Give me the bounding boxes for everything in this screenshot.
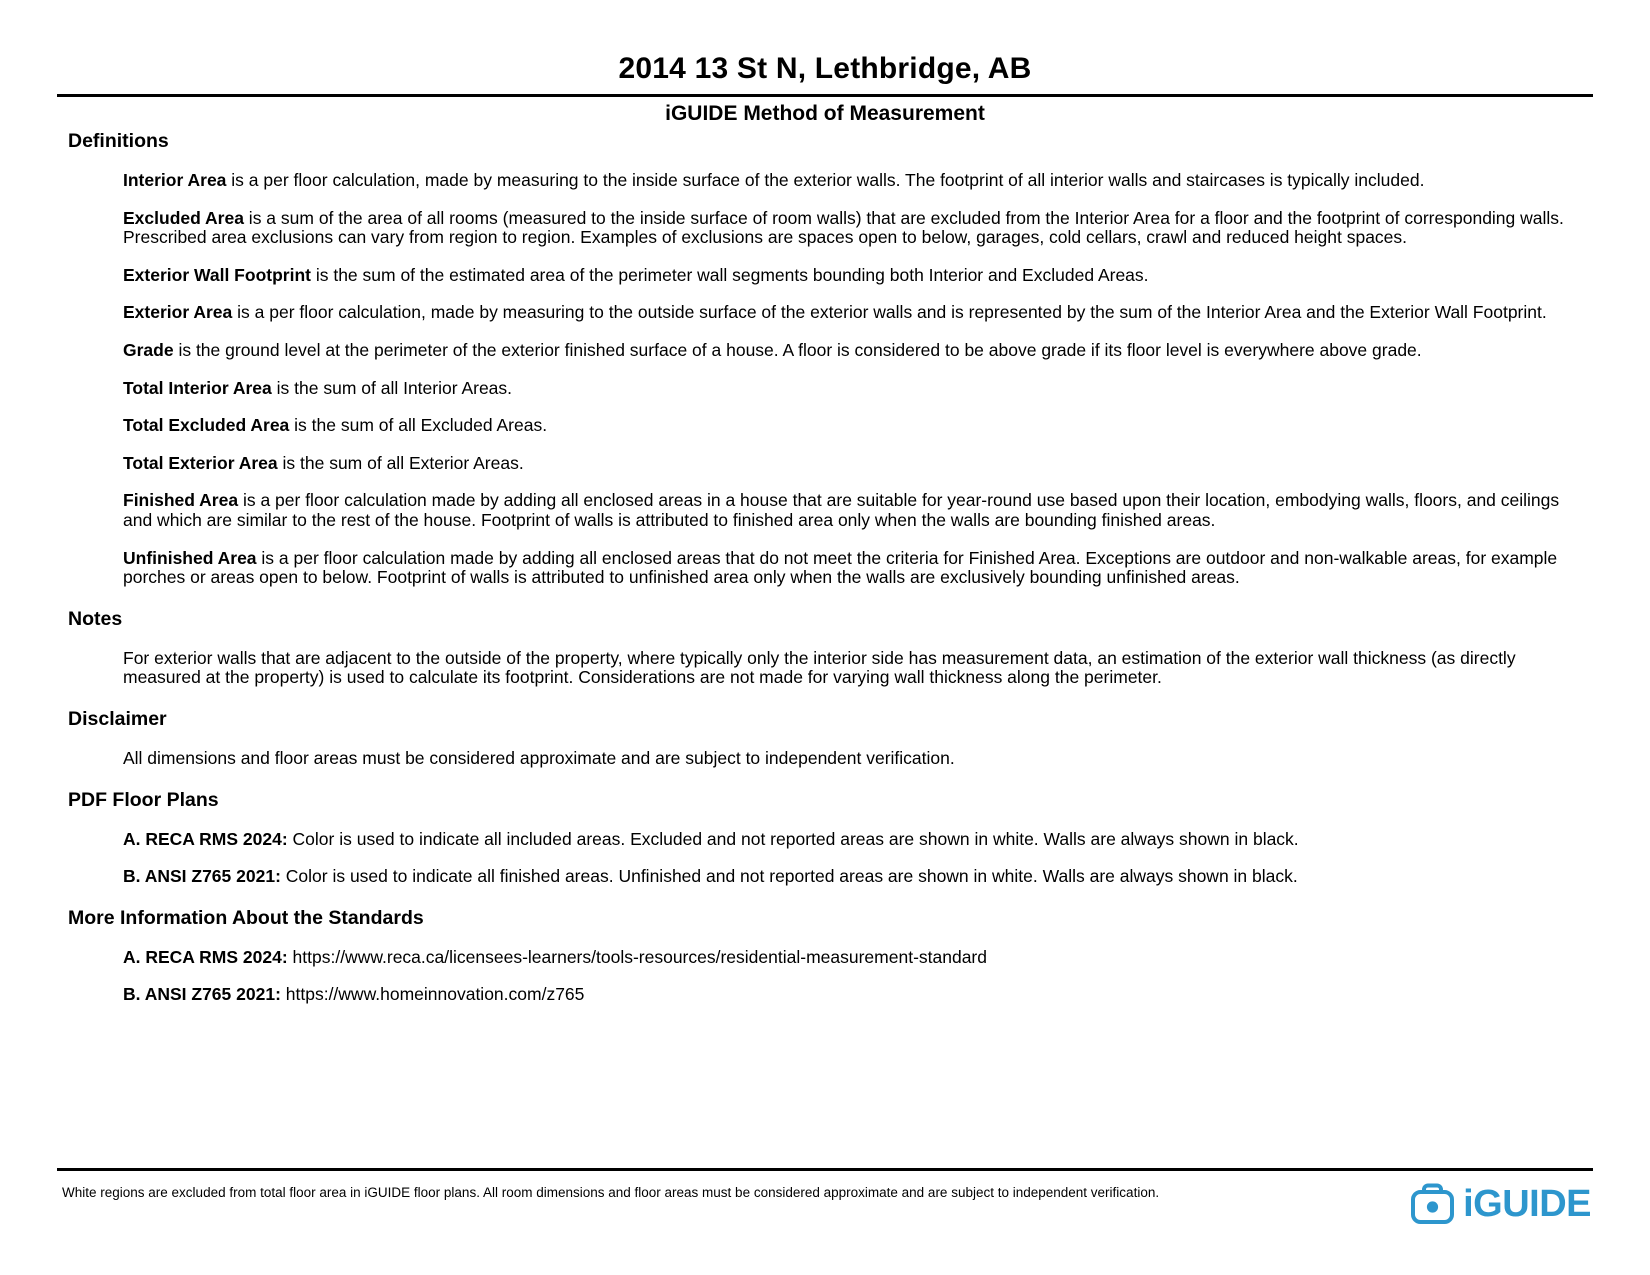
disclaimer-paragraph: All dimensions and floor areas must be considered approximate and are subject to independent verification. <box>123 747 955 768</box>
standard-url: https://www.homeinnovation.com/z765 <box>280 984 585 1005</box>
definition-term: Exterior Area <box>123 302 233 323</box>
definition-text: is a per floor calculation, made by measuring to the inside surface of the exterior walls. The footprint of all interior walls and staircases is typically included. <box>226 170 1425 190</box>
more-information-heading: More Information About the Standards <box>68 906 424 929</box>
definition-text: is a per floor calculation made by adding all enclosed areas in a house that are suitable for year-round use based upon their location, embodying walls, floors, and ceilings and which are similar to the rest of the house. Footprint of walls is attributed to finished area only when the walls are bounding finished areas. <box>123 490 1560 530</box>
definition-text: is a per floor calculation made by adding all enclosed areas that do not meet the criteria for Finished Area. Exceptions are outdoor and non-walkable areas, for example porches or areas open to below. Footprint of walls is attributed to unfinished area only when the walls are exclusively bounding unfinished areas. <box>123 547 1558 588</box>
standard-term: A. RECA RMS 2024: <box>123 828 288 849</box>
standard-term: A. RECA RMS 2024: <box>123 946 288 967</box>
definition-excluded-area <box>123 209 1593 248</box>
more-information-item-reca <box>123 948 1593 968</box>
definition-exterior-wall-footprint <box>123 266 1593 286</box>
definition-unfinished-area <box>123 549 1593 588</box>
page-footer <box>57 1168 1593 1225</box>
definition-text: is the ground level at the perimeter of the exterior finished surface of a house. A floor is considered to be above grade if its floor level is everywhere above grade. <box>173 339 1422 360</box>
notes-heading: Notes <box>68 607 123 630</box>
definition-text: is the sum of the estimated area of the perimeter wall segments bounding both Interior and Excluded Areas. <box>310 264 1149 285</box>
definition-text: is the sum of all Exterior Areas. <box>277 452 524 473</box>
definition-term: Unfinished Area <box>123 547 257 568</box>
definition-interior-area <box>123 171 1593 191</box>
standard-text: Color is used to indicate all finished areas. Unfinished and not reported areas are shown in white. Walls are always shown in black. <box>280 866 1298 887</box>
standard-text: Color is used to indicate all included areas. Excluded and not reported areas are shown in white. Walls are always shown in black. <box>287 828 1299 849</box>
definition-term: Total Exterior Area <box>123 452 278 473</box>
notes-paragraph: For exterior walls that are adjacent to the outside of the property, where typically only the interior side has measurement data, an estimation of the exterior wall thickness (as directly measured at the property) is used to calculate its footprint. Considerations are not made for varying wall thickness along the perimeter. <box>123 647 1516 688</box>
definition-total-exterior-area <box>123 454 1593 474</box>
definition-term: Grade <box>123 339 174 360</box>
definition-term: Total Excluded Area <box>123 415 290 436</box>
definition-text: is a sum of the area of all rooms (measured to the inside surface of room walls) that are excluded from the Interior Area for a floor and the footprint of corresponding walls. Prescribed area exclusions can vary from region to region. Examples of exclusions are spaces open to below, garages, cold cellars, crawl and reduced height spaces. <box>123 207 1564 248</box>
pdf-floor-plans-item-ansi <box>123 867 1593 887</box>
standard-term: B. ANSI Z765 2021: <box>123 984 281 1005</box>
definition-term: Total Interior Area <box>123 377 272 398</box>
more-information-item-ansi <box>123 985 1593 1005</box>
definition-finished-area <box>123 491 1593 530</box>
definition-text: is the sum of all Excluded Areas. <box>289 415 548 436</box>
iguide-camera-icon <box>1410 1183 1456 1225</box>
page-title: 2014 13 St N, Lethbridge, AB <box>618 52 1032 85</box>
definition-grade <box>123 341 1593 361</box>
footer-disclaimer-note: White regions are excluded from total floor area in iGUIDE floor plans. All room dimensions and floor areas must be considered approximate and are subject to independent verification. <box>62 1185 1160 1200</box>
definition-total-interior-area <box>123 379 1593 399</box>
definition-text: is the sum of all Interior Areas. <box>271 377 513 398</box>
definition-text: is a per floor calculation, made by measuring to the outside surface of the exterior walls and is represented by the sum of the Interior Area and the Exterior Wall Footprint. <box>232 302 1547 323</box>
definition-term: Excluded Area <box>123 207 244 228</box>
definition-term: Finished Area <box>123 490 239 511</box>
standard-url: https://www.reca.ca/licensees-learners/tools-resources/residential-measurement-standard <box>287 946 987 967</box>
definitions-heading: Definitions <box>68 130 169 152</box>
standard-term: B. ANSI Z765 2021: <box>123 866 281 887</box>
page-subtitle: iGUIDE Method of Measurement <box>665 102 985 125</box>
title-divider <box>57 94 1593 97</box>
iguide-logo <box>1410 1183 1591 1225</box>
pdf-floor-plans-item-reca <box>123 830 1593 850</box>
pdf-floor-plans-heading: PDF Floor Plans <box>68 788 219 811</box>
definition-exterior-area <box>123 303 1593 323</box>
disclaimer-heading: Disclaimer <box>68 707 167 730</box>
definition-term: Exterior Wall Footprint <box>123 264 311 285</box>
definition-total-excluded-area <box>123 416 1593 436</box>
iguide-logo-text: iGUIDE <box>1463 1183 1591 1225</box>
definition-term: Interior Area <box>123 170 227 190</box>
